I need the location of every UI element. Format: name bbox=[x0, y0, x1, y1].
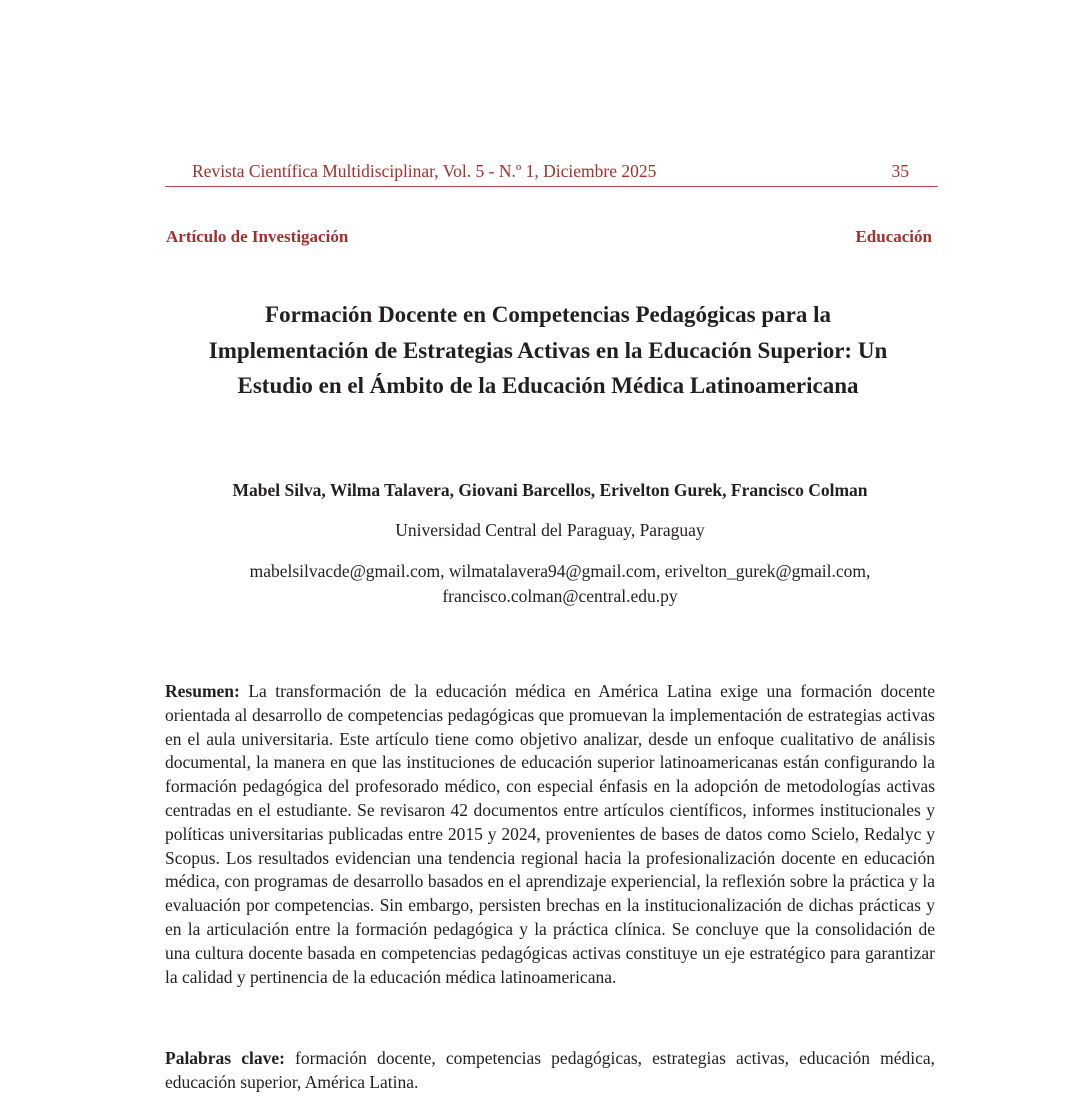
keywords-text: formación docente, competencias pedagógicas, estrategias activas, educación médica, educación superior, América Latina. bbox=[165, 1048, 935, 1092]
authors: Mabel Silva, Wilma Talavera, Giovani Barcellos, Erivelton Gurek, Francisco Colman bbox=[232, 480, 868, 500]
paper-title: Formación Docente en Competencias Pedagógicas para la Implementación de Estrategias Activas en la Educación Superior: Un Estudio en el Ámbito de la Educación Médica Latinoamericana bbox=[208, 302, 888, 398]
abstract-label: Resumen: bbox=[165, 681, 240, 701]
emails-line-2: francisco.colman@central.edu.py bbox=[442, 586, 678, 606]
keywords bbox=[165, 1047, 935, 1095]
section-label: Educación bbox=[855, 227, 932, 246]
abstract bbox=[165, 680, 935, 989]
affiliation: Universidad Central del Paraguay, Paraguay bbox=[395, 520, 705, 540]
article-type: Artículo de Investigación bbox=[166, 227, 349, 246]
author-emails bbox=[160, 559, 960, 609]
emails-line-1: mabelsilvacde@gmail.com, wilmatalavera94@gmail.com, erivelton_gurek@gmail.com, bbox=[249, 561, 871, 581]
abstract-text: La transformación de la educación médica en América Latina exige una formación docente orientada al desarrollo de competencias pedagógicas que promuevan la implementación de estrategias activas en el aula universitaria. Este artículo tiene como objetivo analizar, desde un enfoque cualitativo de análisis documental, la manera en que las instituciones de educación superior latinoamericanas están configurando la formación pedagógica del profesorado médico, con especial énfasis en la adopción de metodologías activas centradas en el estudiante. Se revisaron 42 documentos entre artículos científicos, informes institucionales y políticas universitarias publicadas entre 2015 y 2024, provenientes de bases de datos como Scielo, Redalyc y Scopus. Los resultados evidencian una tendencia regional hacia la profesionalización docente en educación médica, con programas de desarrollo basados en el aprendizaje experiencial, la reflexión sobre la práctica y la evaluación por competencias. Sin embargo, persisten brechas en la institucionalización de dichas prácticas y en la articulación entre la formación pedagógica y la práctica clínica. Se concluye que la consolidación de una cultura docente basada en competencias pedagógicas activas constituye un eje estratégico para garantizar la calidad y pertinencia de la educación médica latinoamericana. bbox=[165, 681, 936, 987]
journal-citation: Revista Científica Multidisciplinar, Vol. 5 - N.º 1, Diciembre 2025 bbox=[192, 161, 657, 181]
running-header bbox=[165, 161, 938, 187]
page-number: 35 bbox=[891, 161, 909, 181]
keywords-label: Palabras clave: bbox=[165, 1048, 285, 1068]
